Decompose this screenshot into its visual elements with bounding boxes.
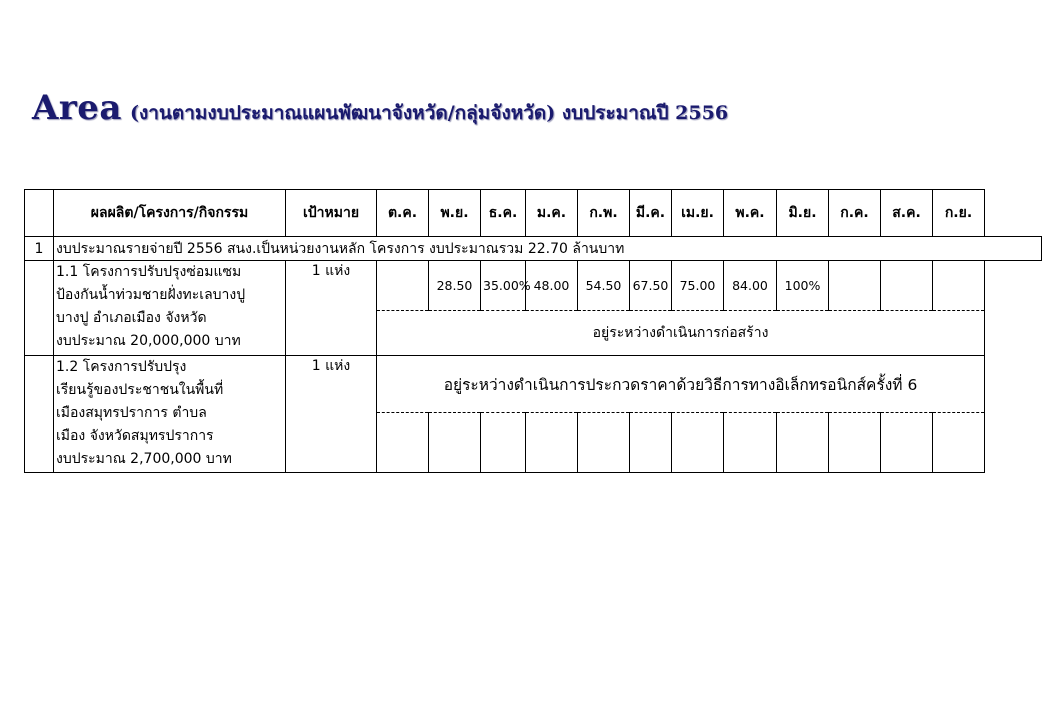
progress-cell: 48.00 <box>526 261 578 311</box>
title-main: Area <box>32 88 122 128</box>
section-row <box>25 237 1042 261</box>
progress-cell: 28.50 <box>429 261 481 311</box>
progress-cell: 67.50 <box>630 261 672 311</box>
progress-cell <box>777 413 829 473</box>
progress-cell <box>578 413 630 473</box>
header-month-oct: ต.ค. <box>377 190 429 237</box>
section-summary: งบประมาณรายจ่ายปี 2556 สนง.เป็นหน่วยงานหลัก โครงการ งบประมาณรวม 22.70 ล้านบาท <box>54 237 1042 261</box>
header-month-feb: ก.พ. <box>578 190 630 237</box>
progress-cell <box>377 413 429 473</box>
table-row <box>25 356 1042 413</box>
header-month-mar: มี.ค. <box>630 190 672 237</box>
project-2-description <box>54 356 286 473</box>
progress-cell <box>881 413 933 473</box>
header-row <box>25 190 1042 237</box>
progress-cell <box>526 413 578 473</box>
progress-cell <box>933 413 985 473</box>
progress-cell: 35.00% <box>481 261 526 311</box>
progress-cell: 84.00 <box>724 261 777 311</box>
header-target: เป้าหมาย <box>286 190 377 237</box>
project-1-index <box>25 261 54 356</box>
project-2-line: เมืองสมุทรปราการ ตำบล <box>56 405 207 421</box>
project-1-line: ป้องกันน้ำท่วมชายฝั่งทะเลบางปู <box>56 287 246 303</box>
progress-cell <box>933 261 985 311</box>
section-number: 1 <box>25 237 54 261</box>
progress-cell: 75.00 <box>672 261 724 311</box>
project-1-line: 1.1 โครงการปรับปรุงซ่อมแซม <box>56 264 242 280</box>
progress-cell <box>672 413 724 473</box>
project-2-status: อยู่ระหว่างดำเนินการประกวดราคาด้วยวิธีการทางอิเล็กทรอนิกส์ครั้งที่ 6 <box>377 356 985 413</box>
progress-cell <box>829 261 881 311</box>
project-2-target: 1 แห่ง <box>286 356 377 473</box>
header-month-aug: ส.ค. <box>881 190 933 237</box>
project-2-line: เมือง จังหวัดสมุทรปราการ <box>56 428 214 444</box>
budget-plan-table <box>24 189 1042 473</box>
header-month-nov: พ.ย. <box>429 190 481 237</box>
progress-cell <box>829 413 881 473</box>
header-index <box>25 190 54 237</box>
header-month-may: พ.ค. <box>724 190 777 237</box>
progress-cell: 100% <box>777 261 829 311</box>
progress-cell <box>481 413 526 473</box>
project-2-line: 1.2 โครงการปรับปรุง <box>56 359 187 375</box>
progress-cell <box>724 413 777 473</box>
header-month-jul: ก.ค. <box>829 190 881 237</box>
project-1-status: อยู่ระหว่างดำเนินการก่อสร้าง <box>377 311 985 356</box>
project-2-line: เรียนรู้ของประชาชนในพื้นที่ <box>56 382 224 398</box>
title-subtitle: (งานตามงบประมาณแผนพัฒนาจังหวัด/กลุ่มจังหวัด) งบประมาณปี 2556 <box>129 102 729 124</box>
project-1-line: บางปู อำเภอเมือง จังหวัด <box>56 310 207 326</box>
progress-cell <box>377 261 429 311</box>
header-month-jan: ม.ค. <box>526 190 578 237</box>
project-2-budget: งบประมาณ 2,700,000 บาท <box>56 451 232 467</box>
progress-cell: 54.50 <box>578 261 630 311</box>
header-month-dec: ธ.ค. <box>481 190 526 237</box>
project-1-target: 1 แห่ง <box>286 261 377 356</box>
project-1-budget: งบประมาณ 20,000,000 บาท <box>56 333 241 349</box>
progress-cell <box>881 261 933 311</box>
header-item: ผลผลิต/โครงการ/กิจกรรม <box>54 190 286 237</box>
progress-cell <box>429 413 481 473</box>
header-month-jun: มิ.ย. <box>777 190 829 237</box>
header-month-apr: เม.ย. <box>672 190 724 237</box>
header-month-sep: ก.ย. <box>933 190 985 237</box>
page-title <box>32 88 728 128</box>
progress-cell <box>630 413 672 473</box>
project-1-description <box>54 261 286 356</box>
project-2-index <box>25 356 54 473</box>
table-row <box>25 261 1042 311</box>
